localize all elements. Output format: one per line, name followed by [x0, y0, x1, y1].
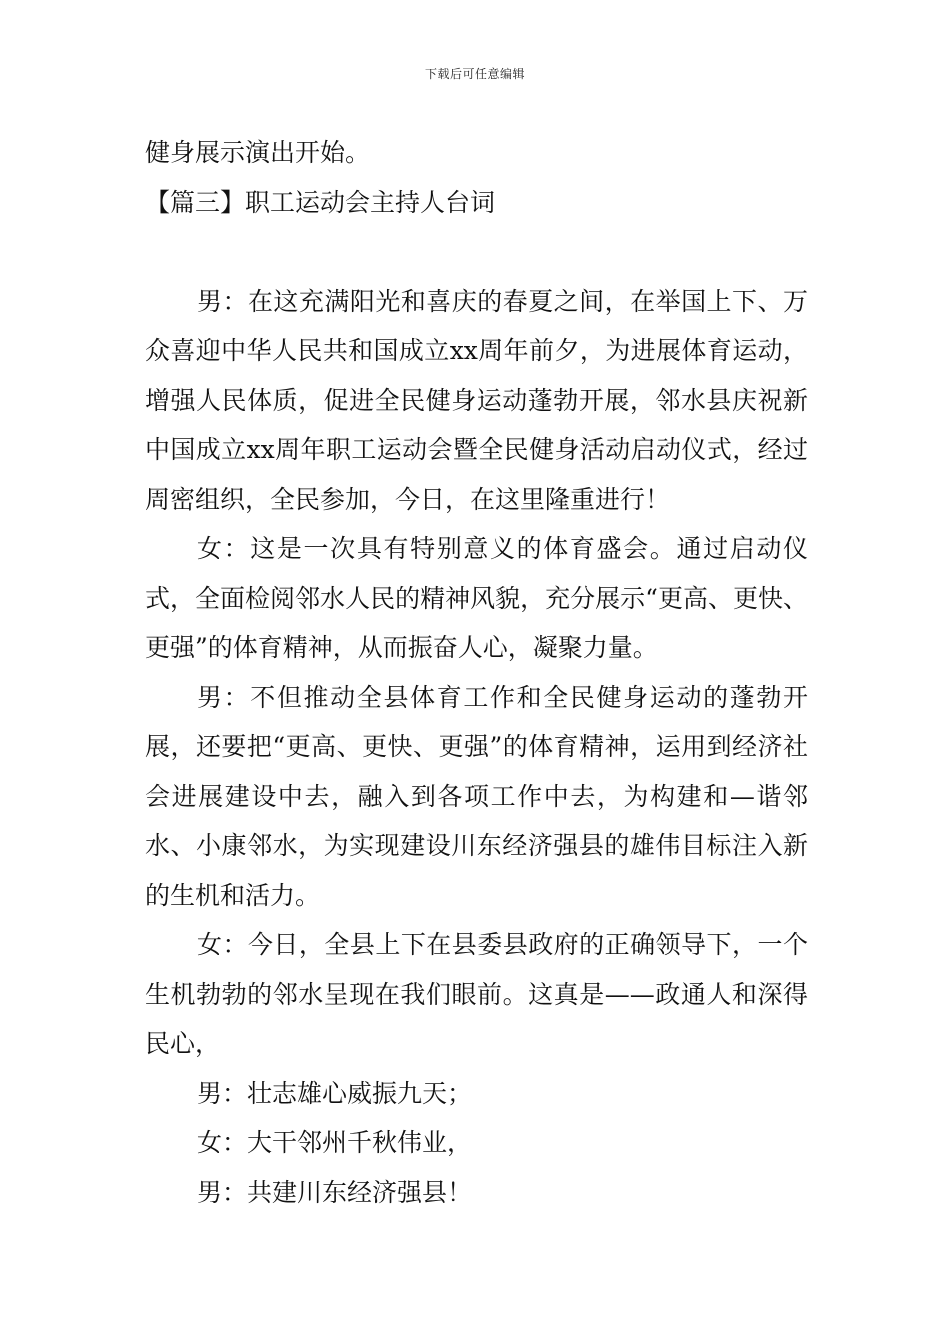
page-header: 下载后可任意编辑 [424, 67, 525, 81]
document-body [145, 128, 808, 1217]
paragraph-male-4: 男：共建川东经济强县！ [197, 1177, 473, 1207]
section-title: 【篇三】职工运动会主持人台词 [145, 187, 496, 217]
paragraph-male-1: 男：在这充满阳光和喜庆的春夏之间，在举国上下、万众喜迎中华人民共和国成立xx周年前夕，为进展体育运动，增强人民体质，促进全民健身运动蓬勃开展，邻水县庆祝新中国成立xx周年职工运动会暨全民健身活动启动仪式，经过周密组织，全民参加，今日，在这里隆重进行！ [145, 286, 808, 514]
paragraph-male-3: 男：壮志雄心威振九天； [197, 1078, 473, 1108]
paragraph-intro: 健身展示演出开始。 [145, 138, 371, 167]
paragraph-male-2: 男：不但推动全县体育工作和全民健身运动的蓬勃开展，还要把“更高、更快、更强”的体育精神，运用到经济社会进展建设中去，融入到各项工作中去，为构建和—谐邻水、小康邻水，为实现建设川东经济强县的雄伟目标注入新的生机和活力。 [145, 682, 808, 910]
paragraph-female-3: 女：大干邻州千秋伟业， [197, 1128, 473, 1157]
blank-line [145, 227, 808, 277]
paragraph-female-2: 女：今日，全县上下在县委县政府的正确领导下，一个生机勃勃的邻水呈现在我们眼前。这真是——政通人和深得民心， [145, 930, 808, 1058]
paragraph-female-1: 女：这是一次具有特别意义的体育盛会。通过启动仪式，全面检阅邻水人民的精神风貌，充分展示“更高、更快、更强”的体育精神，从而振奋人心，凝聚力量。 [145, 534, 808, 662]
